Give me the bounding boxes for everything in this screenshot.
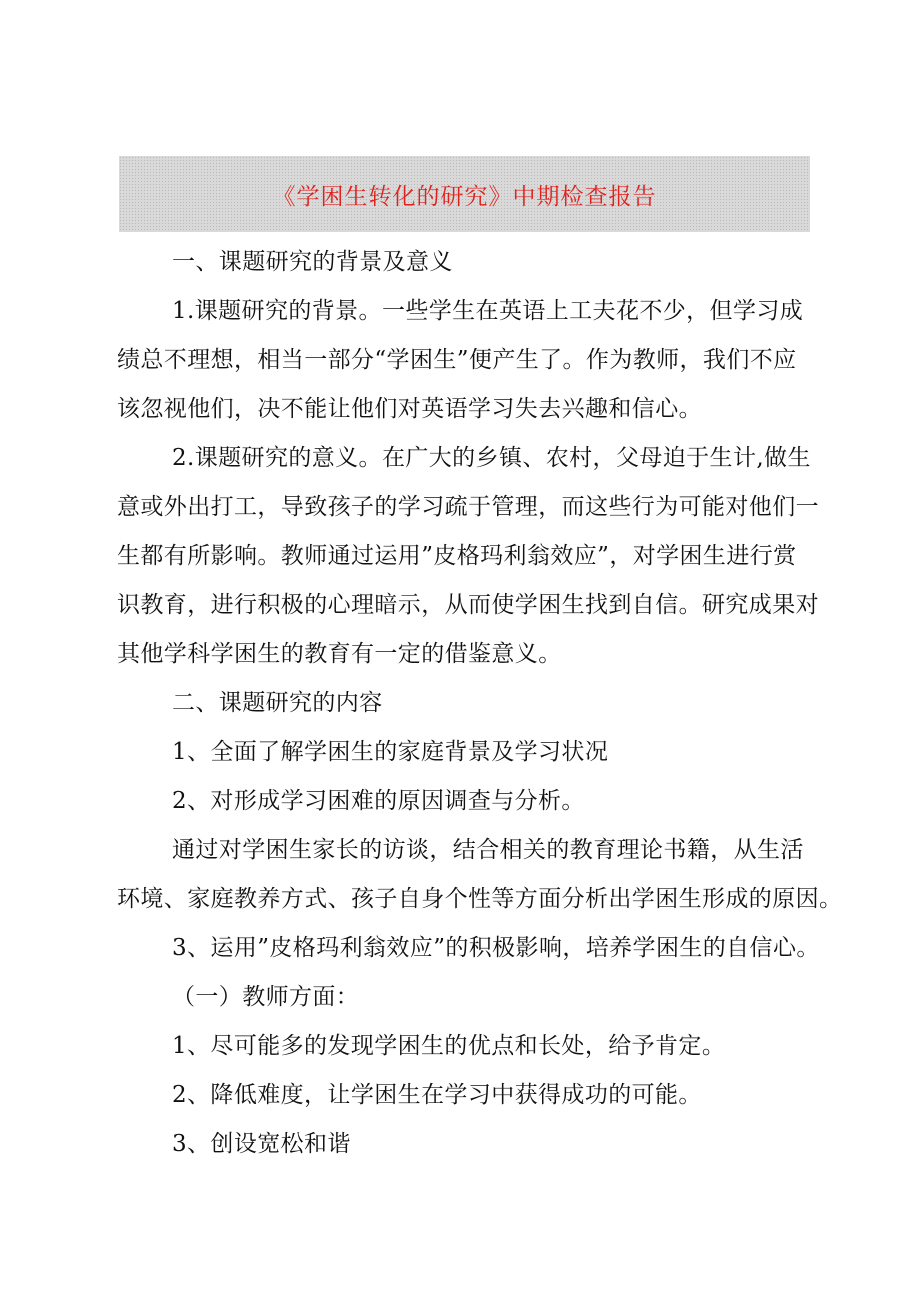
paragraph-line: 2.课题研究的意义。在广大的乡镇、农村，父母迫于生计,做生 [172, 445, 811, 471]
list-item: 3、运用”皮格玛利翁效应”的积极影响，培养学困生的自信心。 [172, 935, 820, 961]
subsection-heading: （一）教师方面： [172, 984, 360, 1010]
paragraph-line: 1.课题研究的背景。一些学生在英语上工夫花不少，但学习成 [172, 298, 804, 324]
paragraph-line: 识教育，进行积极的心理暗示，从而使学困生找到自信。研究成果对 [117, 592, 819, 618]
list-item: 1、尽可能多的发现学困生的优点和长处，给予肯定。 [172, 1033, 726, 1059]
list-item: 2、对形成学习困难的原因调查与分析。 [172, 788, 585, 814]
paragraph-line: 其他学科学困生的教育有一定的借鉴意义。 [117, 641, 562, 667]
list-item: 3、创设宽松和谐 [172, 1131, 351, 1157]
list-item: 2、降低难度，让学困生在学习中获得成功的可能。 [172, 1082, 702, 1108]
paragraph-line: 通过对学困生家长的访谈，结合相关的教育理论书籍，从生活 [172, 837, 804, 863]
paragraph-line: 环境、家庭教养方式、孩子自身个性等方面分析出学困生形成的原因。 [117, 886, 843, 912]
paragraph-line: 绩总不理想，相当一部分“学困生”便产生了。作为教师，我们不应 [117, 347, 797, 373]
paragraph-line: 生都有所影响。教师通过运用”皮格玛利翁效应”，对学困生进行赏 [117, 543, 797, 569]
paragraph-line: 意或外出打工，导致孩子的学习疏于管理，而这些行为可能对他们一 [117, 494, 819, 520]
section-heading-2: 二、课题研究的内容 [172, 690, 383, 716]
paragraph-line: 该忽视他们，决不能让他们对英语学习失去兴趣和信心。 [117, 396, 702, 422]
section-heading-1: 一、课题研究的背景及意义 [172, 249, 453, 275]
list-item: 1、全面了解学困生的家庭背景及学习状况 [172, 739, 609, 765]
document-title: 《学困生转化的研究》中期检查报告 [272, 183, 657, 210]
